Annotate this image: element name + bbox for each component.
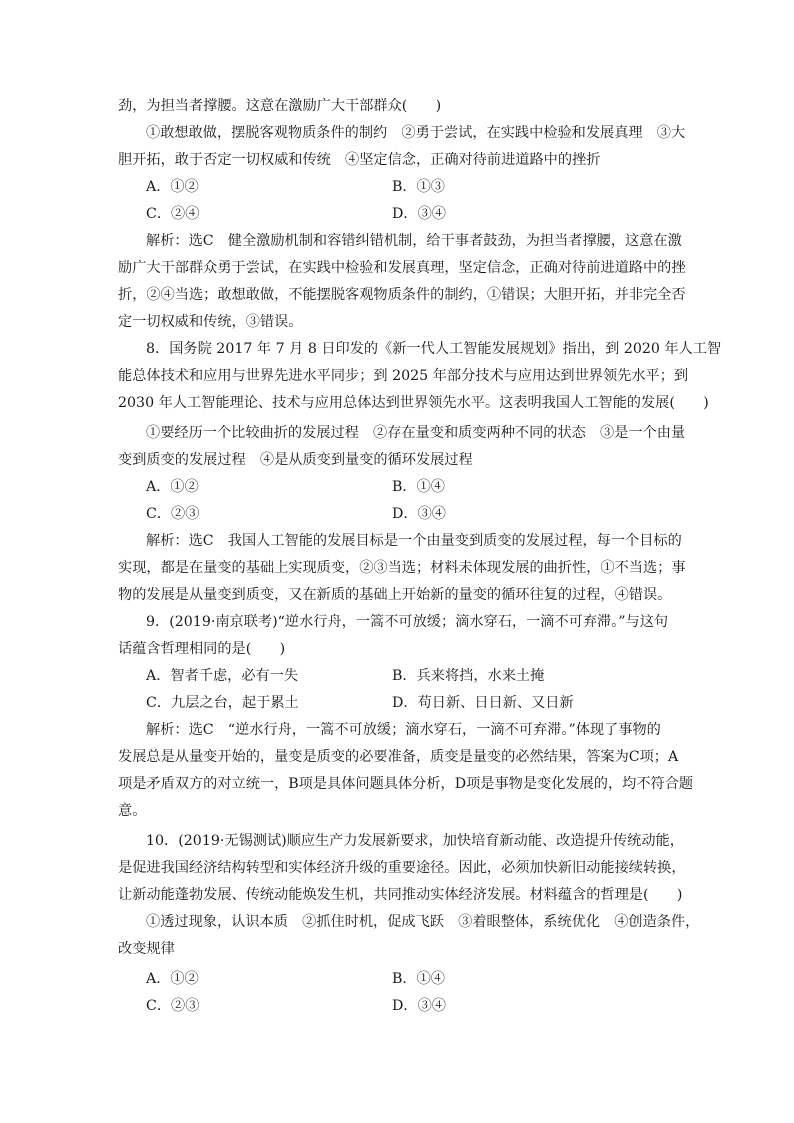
question-8-statements: ①要经历一个比较曲折的发展过程 ②存在量变和质变两种不同的状态 ③是一个由量: [146, 425, 686, 441]
question-9-stem: 话蕴含哲理相同的是( ): [118, 641, 286, 657]
answer-explanation: 项是矛盾双方的对立统一，B项是具体问题具体分析，D项是事物是变化发展的，均不符合题: [118, 776, 694, 792]
option-c: C．②④: [146, 206, 200, 222]
answer-explanation: 解析：选C 健全激励机制和容错纠错机制，给干事者鼓劲，为担当者撑腰，这意在激: [146, 233, 682, 249]
option-a: A．①②: [146, 971, 199, 987]
option-a: A．①②: [146, 179, 199, 195]
answer-explanation: 解析：选C 我国人工智能的发展目标是一个由量变到质变的发展过程，每一个目标的: [146, 533, 682, 549]
question-8-statements: 变到质变的发展过程 ④是从质变到量变的循环发展过程: [118, 452, 473, 468]
option-b: B．兵来将挡，水来土掩: [392, 668, 545, 684]
option-d: D．苟日新、日日新、又日新: [392, 695, 574, 711]
answer-explanation: 意。: [118, 803, 147, 819]
question-10-stem: 是促进我国经济结构转型和实体经济升级的重要途径。因此，必须加快新旧动能接续转换，: [118, 860, 686, 876]
option-a: A．①②: [146, 479, 199, 495]
question-9-stem: 9．(2019·南京联考)“逆水行舟，一篙不可放缓；滴水穿石，一滴不可弃滞。”与这句: [146, 614, 669, 630]
option-c: C．九层之台，起于累土: [146, 695, 299, 711]
option-c: C．②③: [146, 998, 200, 1014]
answer-explanation: 发展总是从量变开始的，量变是质变的必要准备，质变是量变的必然结果，答案为C项；A: [118, 749, 679, 765]
option-b: B．①③: [392, 179, 445, 195]
answer-explanation: 解析：选C “逆水行舟，一篙不可放缓；滴水穿石，一滴不可弃滞。”体现了事物的: [146, 722, 661, 738]
answer-explanation: 励广大干部群众勇于尝试，在实践中检验和发展真理，坚定信念，正确对待前进道路中的挫: [118, 260, 686, 276]
option-d: D．③④: [392, 506, 446, 522]
question-8-stem: 8．国务院 2017 年 7 月 8 日印发的《新一代人工智能发展规划》指出，到 2020 年人工智: [146, 341, 722, 357]
answer-explanation: 折，②④当选；敢想敢做，不能摆脱客观物质条件的制约，①错误；大胆开拓，并非完全否: [118, 287, 686, 303]
question-10-stem: 让新动能蓬勃发展、传统动能焕发生机，共同推动实体经济发展。材料蕴含的哲理是( ): [118, 887, 683, 903]
option-d: D．③④: [392, 206, 446, 222]
answer-explanation: 物的发展是从量变到质变，又在新质的基础上开始新的量变的循环往复的过程，④错误。: [118, 587, 672, 603]
question-10-statements: 改变规律: [118, 941, 175, 957]
answer-explanation: 定一切权威和传统，③错误。: [118, 314, 303, 330]
statement-list: ①敢想敢做，摆脱客观物质条件的制约 ②勇于尝试，在实践中检验和发展真理 ③大: [146, 125, 686, 141]
question-stem: 劲，为担当者撑腰。这意在激励广大干部群众( ): [118, 98, 442, 114]
option-b: B．①④: [392, 971, 445, 987]
option-c: C．②③: [146, 506, 200, 522]
question-10-stem: 10．(2019·无锡测试)顺应生产力发展新要求，加快培育新动能、改造提升传统动能，: [146, 833, 684, 849]
statement-list: 胆开拓，敢于否定一切权威和传统 ④坚定信念，正确对待前进道路中的挫折: [118, 152, 601, 168]
question-8-stem: 2030 年人工智能理论、技术与应用总体达到世界领先水平。这表明我国人工智能的发展( ): [118, 395, 709, 411]
question-10-statements: ①透过现象，认识本质 ②抓住时机，促成飞跃 ③着眼整体，系统优化 ④创造条件，: [146, 914, 700, 930]
answer-explanation: 实现，都是在量变的基础上实现质变，②③当选；材料未体现发展的曲折性，①不当选；事: [118, 560, 686, 576]
question-8-stem: 能总体技术和应用与世界先进水平同步；到 2025 年部分技术与应用达到世界领先水平；到: [118, 368, 689, 384]
option-d: D．③④: [392, 998, 446, 1014]
option-b: B．①④: [392, 479, 445, 495]
option-a: A．智者千虑，必有一失: [146, 668, 299, 684]
